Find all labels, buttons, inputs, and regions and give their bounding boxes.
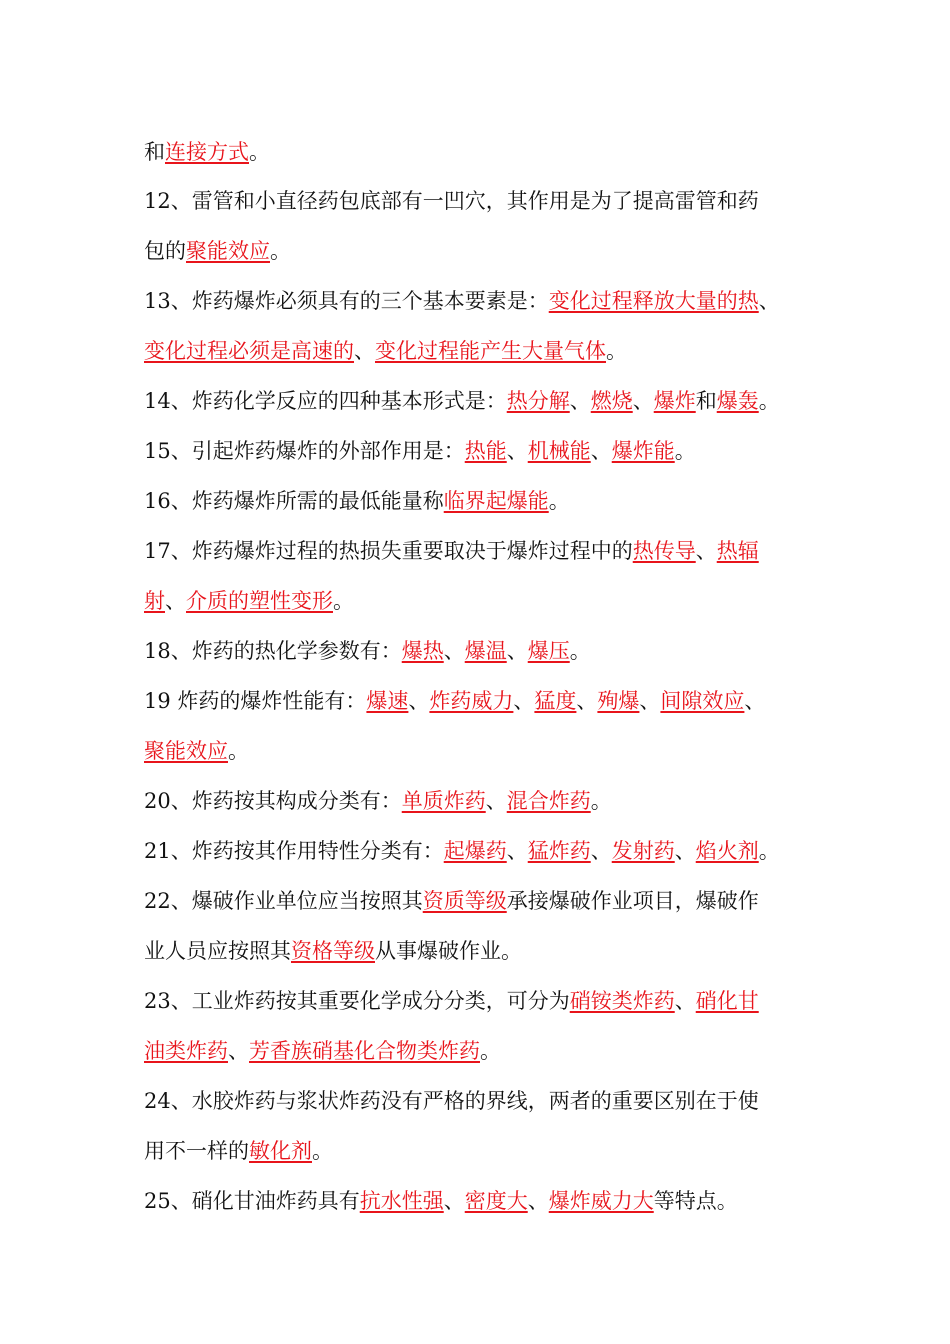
text-line [144, 137, 808, 167]
answer-text: 焰火剂 [695, 839, 759, 863]
text-line [144, 486, 808, 516]
answer-text: 密度大 [464, 1189, 528, 1213]
answer-text: 爆炸能 [611, 439, 675, 463]
answer-text: 变化过程必须是高速的 [144, 339, 354, 363]
text-line [144, 286, 808, 316]
answer-text: 爆轰 [716, 389, 759, 413]
answer-text: 敏化剂 [249, 1139, 312, 1163]
answer-text: 聚能效应 [186, 239, 270, 263]
answer-text: 连接方式 [165, 140, 249, 164]
answer-text: 猛炸药 [527, 839, 591, 863]
line-text: 、 [506, 839, 528, 863]
answer-text: 临界起爆能 [443, 489, 549, 513]
text-line [144, 436, 808, 466]
line-text: 、 [485, 789, 507, 813]
line-text: 。 [270, 239, 291, 263]
line-text: 、 [639, 689, 661, 713]
line-text: 和 [695, 389, 717, 413]
answer-text: 燃烧 [590, 389, 633, 413]
answer-text: 资质等级 [422, 889, 507, 913]
line-text: 。 [758, 389, 780, 413]
line-text: 15、引起炸药爆炸的外部作用是： [144, 439, 465, 463]
text-line [144, 236, 808, 266]
line-text: 23、工业炸药按其重要化学成分分类，可分为 [144, 989, 570, 1013]
line-text: 21、炸药按其作用特性分类有： [144, 839, 444, 863]
answer-text: 抗水性强 [359, 1189, 444, 1213]
line-text: 、 [674, 839, 696, 863]
answer-text: 混合炸药 [506, 789, 591, 813]
line-text: 22、爆破作业单位应当按照其 [144, 889, 423, 913]
answer-text: 介质的塑性变形 [186, 589, 333, 613]
answer-text: 射 [144, 589, 165, 613]
answer-text: 硝化甘 [695, 989, 759, 1013]
line-text: 。 [312, 1139, 333, 1163]
text-line [144, 786, 808, 816]
line-text: 。 [606, 339, 627, 363]
answer-text: 油类炸药 [144, 1039, 228, 1063]
line-text: 、 [354, 339, 375, 363]
answer-text: 资格等级 [291, 939, 375, 963]
line-text: 、 [165, 589, 186, 613]
line-text: 。 [569, 639, 591, 663]
answer-text: 间隙效应 [660, 689, 745, 713]
line-text: 、 [632, 389, 654, 413]
line-text: 12、雷管和小直径药包底部有一凹穴，其作用是为了提高雷管和药 [144, 189, 759, 213]
answer-text: 单质炸药 [401, 789, 486, 813]
answer-text: 聚能效应 [144, 739, 228, 763]
text-line [144, 936, 808, 966]
line-text: 18、炸药的热化学参数有： [144, 639, 402, 663]
answer-text: 爆压 [527, 639, 570, 663]
line-text: 25、硝化甘油炸药具有 [144, 1189, 360, 1213]
answer-text: 变化过程释放大量的热 [548, 289, 759, 313]
answer-text: 硝铵类炸药 [569, 989, 675, 1013]
line-text: 、 [228, 1039, 249, 1063]
line-text: 17、炸药爆炸过程的热损失重要取决于爆炸过程中的 [144, 539, 633, 563]
answer-text: 机械能 [527, 439, 591, 463]
text-line [144, 1136, 808, 1166]
answer-text: 变化过程能产生大量气体 [375, 339, 606, 363]
text-line [144, 336, 808, 366]
line-text: 业人员应按照其 [144, 939, 291, 963]
text-line [144, 886, 808, 916]
line-text: 19 炸药的爆炸性能有： [144, 689, 367, 713]
line-text: 13、炸药爆炸必须具有的三个基本要素是： [144, 289, 549, 313]
text-line [144, 736, 808, 766]
answer-text: 爆热 [401, 639, 444, 663]
answer-text: 殉爆 [597, 689, 640, 713]
answer-text: 爆炸 [653, 389, 696, 413]
line-text: 、 [506, 439, 528, 463]
text-line [144, 186, 808, 216]
line-text: 、 [758, 289, 780, 313]
text-line [144, 536, 808, 566]
line-text: 和 [144, 140, 165, 164]
line-text: 、 [590, 439, 612, 463]
line-text: 等特点。 [653, 1189, 738, 1213]
text-line [144, 586, 808, 616]
answer-text: 热辐 [716, 539, 759, 563]
line-text: 14、炸药化学反应的四种基本形式是： [144, 389, 507, 413]
answer-text: 热分解 [506, 389, 570, 413]
line-text: 、 [576, 689, 598, 713]
answer-text: 芳香族硝基化合物类炸药 [249, 1039, 480, 1063]
answer-text: 起爆药 [443, 839, 507, 863]
line-text: 包的 [144, 239, 186, 263]
line-text: 16、炸药爆炸所需的最低能量称 [144, 489, 444, 513]
text-line [144, 836, 808, 866]
line-text: 、 [443, 639, 465, 663]
text-line [144, 686, 808, 716]
line-text: 、 [695, 539, 717, 563]
line-text: 、 [569, 389, 591, 413]
line-text: 、 [506, 639, 528, 663]
text-line [144, 386, 808, 416]
line-text: 。 [480, 1039, 501, 1063]
answer-text: 爆炸威力大 [548, 1189, 654, 1213]
answer-text: 发射药 [611, 839, 675, 863]
line-text: 。 [590, 789, 612, 813]
line-text: 、 [443, 1189, 465, 1213]
text-line [144, 636, 808, 666]
text-line [144, 986, 808, 1016]
line-text: 。 [674, 439, 696, 463]
answer-text: 炸药威力 [429, 689, 514, 713]
line-text: 。 [548, 489, 570, 513]
line-text: 。 [758, 839, 780, 863]
line-text: 承接爆破作业项目，爆破作 [506, 889, 759, 913]
answer-text: 热传导 [632, 539, 696, 563]
line-text: 、 [513, 689, 535, 713]
line-text: 。 [249, 140, 270, 164]
line-text: 。 [333, 589, 354, 613]
line-text: 、 [674, 989, 696, 1013]
line-text: 用不一样的 [144, 1139, 249, 1163]
line-text: 24、水胶炸药与浆状炸药没有严格的界线，两者的重要区别在于使 [144, 1089, 759, 1113]
answer-text: 猛度 [534, 689, 577, 713]
line-text: 、 [527, 1189, 549, 1213]
line-text: 、 [744, 689, 766, 713]
answer-text: 热能 [464, 439, 507, 463]
line-text: 20、炸药按其构成分类有： [144, 789, 402, 813]
text-line [144, 1086, 808, 1116]
answer-text: 爆速 [366, 689, 409, 713]
text-line [144, 1036, 808, 1066]
line-text: 。 [228, 739, 249, 763]
line-text: 、 [408, 689, 430, 713]
line-text: 、 [590, 839, 612, 863]
line-text: 从事爆破作业。 [375, 939, 522, 963]
text-line [144, 1186, 808, 1216]
answer-text: 爆温 [464, 639, 507, 663]
